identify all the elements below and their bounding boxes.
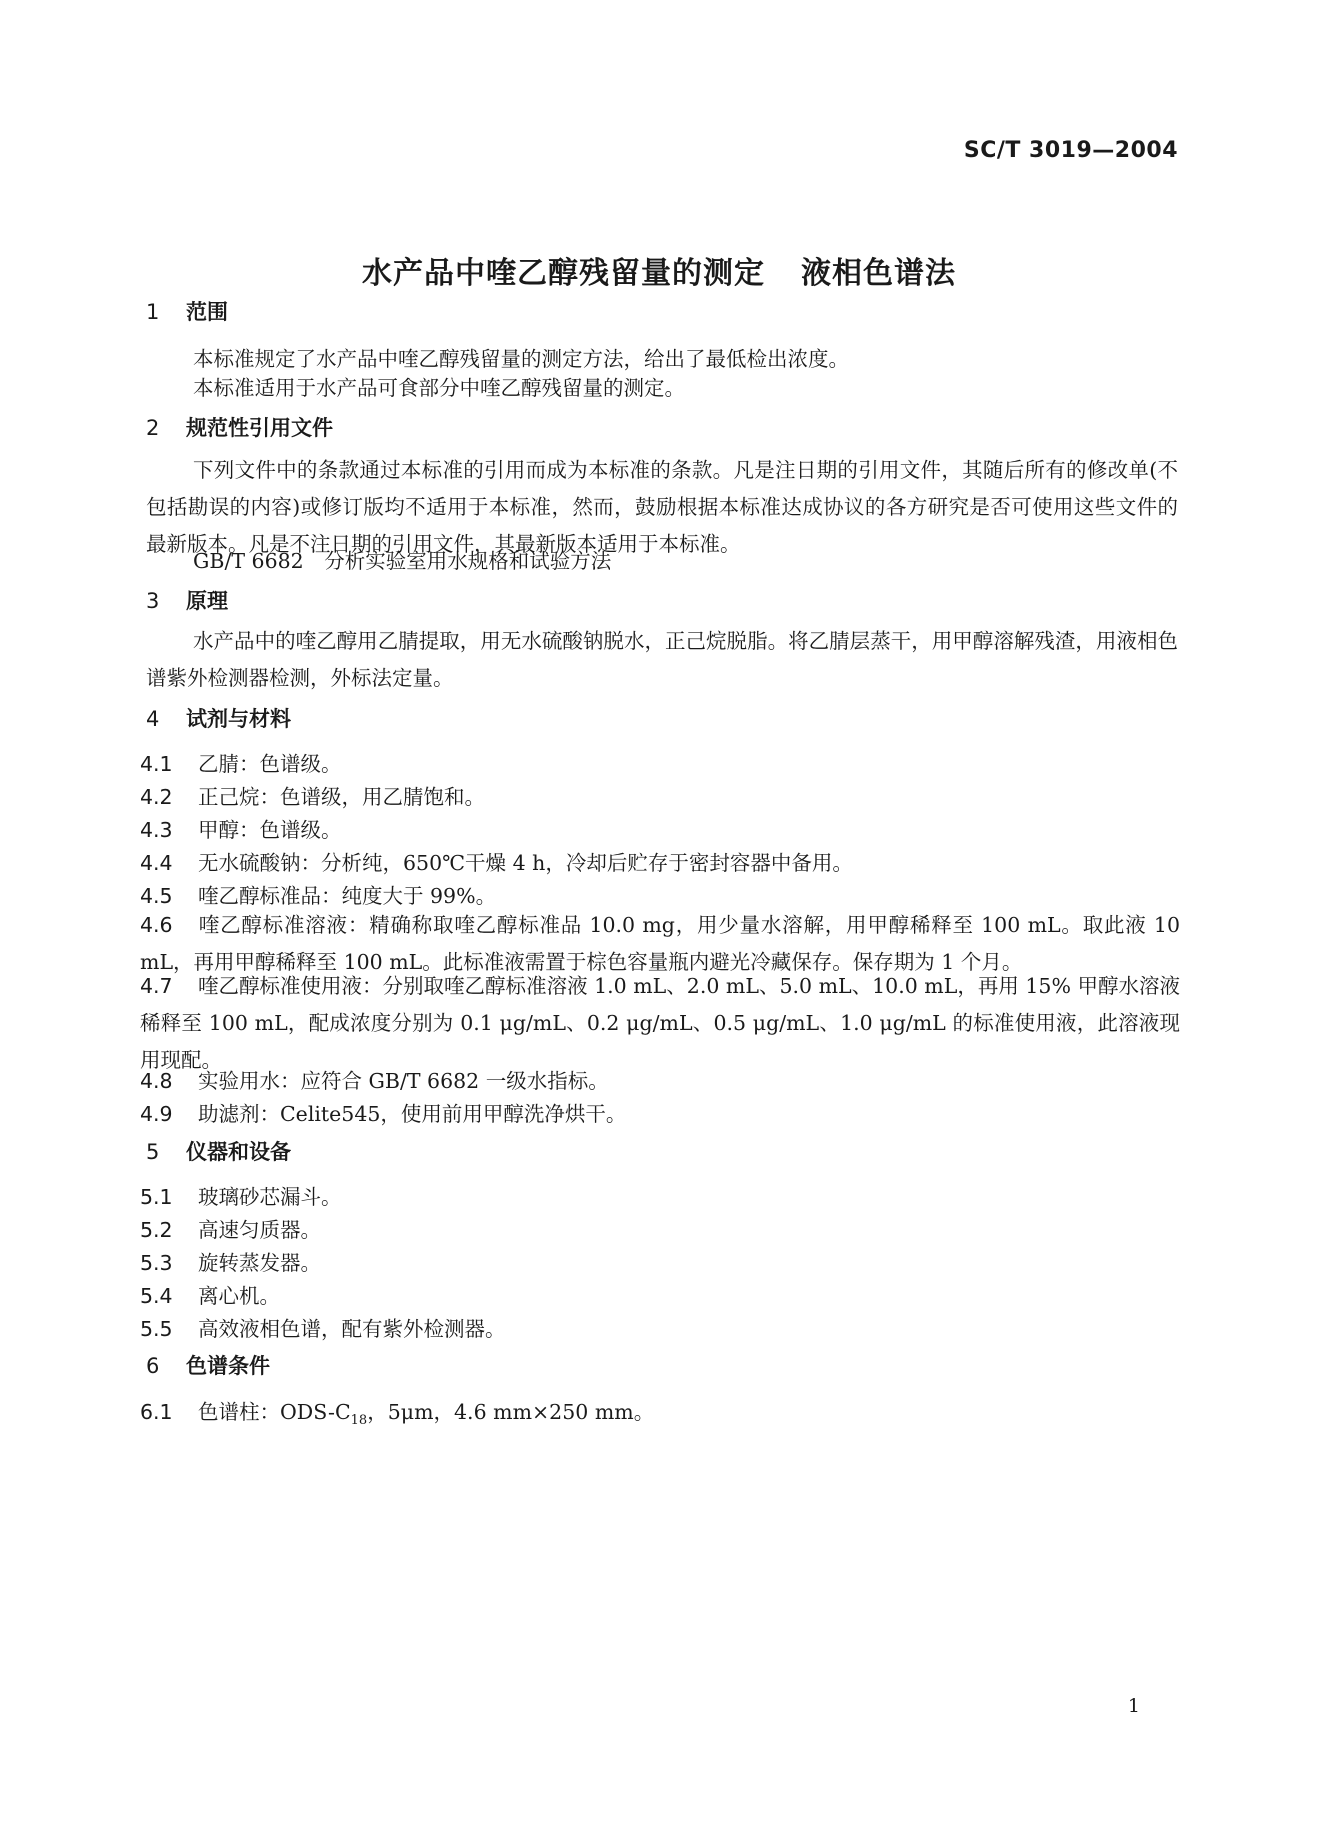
section-3-paragraph: 水产品中的喹乙醇用乙腈提取，用无水硫酸钠脱水，正己烷脱脂。将乙腈层蒸干，用甲醇溶解残渣，用液相色谱紫外检测器检测，外标法定量。 bbox=[146, 629, 1178, 690]
section-3-heading: 3 原理 bbox=[146, 589, 228, 613]
item-5-2: 5.2 高速匀质器。 bbox=[140, 1218, 321, 1242]
section-6-heading: 6 色谱条件 bbox=[146, 1354, 270, 1378]
section-5-heading: 5 仪器和设备 bbox=[146, 1140, 291, 1164]
item-4-1: 4.1 乙腈：色谱级。 bbox=[140, 752, 342, 776]
item-4-8: 4.8 实验用水：应符合 GB/T 6682 一级水指标。 bbox=[140, 1069, 609, 1093]
standard-code: SC/T 3019—2004 bbox=[963, 138, 1178, 163]
page-number: 1 bbox=[1127, 1695, 1140, 1717]
item-4-5: 4.5 喹乙醇标准品：纯度大于 99%。 bbox=[140, 884, 497, 908]
document-title bbox=[0, 248, 1318, 292]
item-5-3: 5.3 旋转蒸发器。 bbox=[140, 1251, 321, 1275]
title-main: 水产品中喹乙醇残留量的测定 bbox=[362, 256, 765, 291]
section-4-heading: 4 试剂与材料 bbox=[146, 707, 291, 731]
section-2-reference: GB/T 6682 分析实验室用水规格和试验方法 bbox=[193, 549, 612, 573]
item-5-4: 5.4 离心机。 bbox=[140, 1284, 280, 1308]
item-5-1: 5.1 玻璃砂芯漏斗。 bbox=[140, 1185, 342, 1209]
section-2-paragraph: 下列文件中的条款通过本标准的引用而成为本标准的条款。凡是注日期的引用文件，其随后所有的修改单(不包括勘误的内容)或修订版均不适用于本标准，然而，鼓励根据本标准达成协议的各方研究是否可使用这些文件的最新版本。凡是不注日期的引用文件，其最新版本适用于本标准。 bbox=[146, 458, 1178, 556]
item-4-9: 4.9 助滤剂：Celite545，使用前用甲醇洗净烘干。 bbox=[140, 1102, 627, 1126]
section-1-heading: 1 范围 bbox=[146, 300, 228, 324]
item-4-7: 4.7 喹乙醇标准使用液：分别取喹乙醇标准溶液 1.0 mL、2.0 mL、5.0 mL、10.0 mL，再用 15% 甲醇水溶液稀释至 100 mL，配成浓度分别为 0.1 μg/mL、0.2 μg/mL、0.5 μg/mL、1.0 μg/mL 的标准使用液，此溶液现用现配。 bbox=[140, 974, 1180, 1072]
item-4-6: 4.6 喹乙醇标准溶液：精确称取喹乙醇标准品 10.0 mg，用少量水溶解，用甲醇稀释至 100 mL。取此液 10 mL，再用甲醇稀释至 100 mL。此标准液需置于棕色容量瓶内避光冷藏保存。保存期为 1 个月。 bbox=[140, 913, 1180, 974]
title-method: 液相色谱法 bbox=[801, 256, 956, 291]
item-5-5: 5.5 高效液相色谱，配有紫外检测器。 bbox=[140, 1317, 506, 1341]
item-6-1: 6.1 色谱柱：ODS-$C_{18}$，5μm，4.6 mm×250 mm。 bbox=[140, 1400, 655, 1429]
section-1-line-2: 本标准适用于水产品可食部分中喹乙醇残留量的测定。 bbox=[193, 376, 685, 400]
item-4-2: 4.2 正己烷：色谱级，用乙腈饱和。 bbox=[140, 785, 485, 809]
section-2-heading: 2 规范性引用文件 bbox=[146, 416, 333, 440]
item-4-4: 4.4 无水硫酸钠：分析纯，650℃干燥 4 h，冷却后贮存于密封容器中备用。 bbox=[140, 851, 853, 875]
item-4-3: 4.3 甲醇：色谱级。 bbox=[140, 818, 342, 842]
section-1-line-1: 本标准规定了水产品中喹乙醇残留量的测定方法，给出了最低检出浓度。 bbox=[193, 347, 849, 371]
